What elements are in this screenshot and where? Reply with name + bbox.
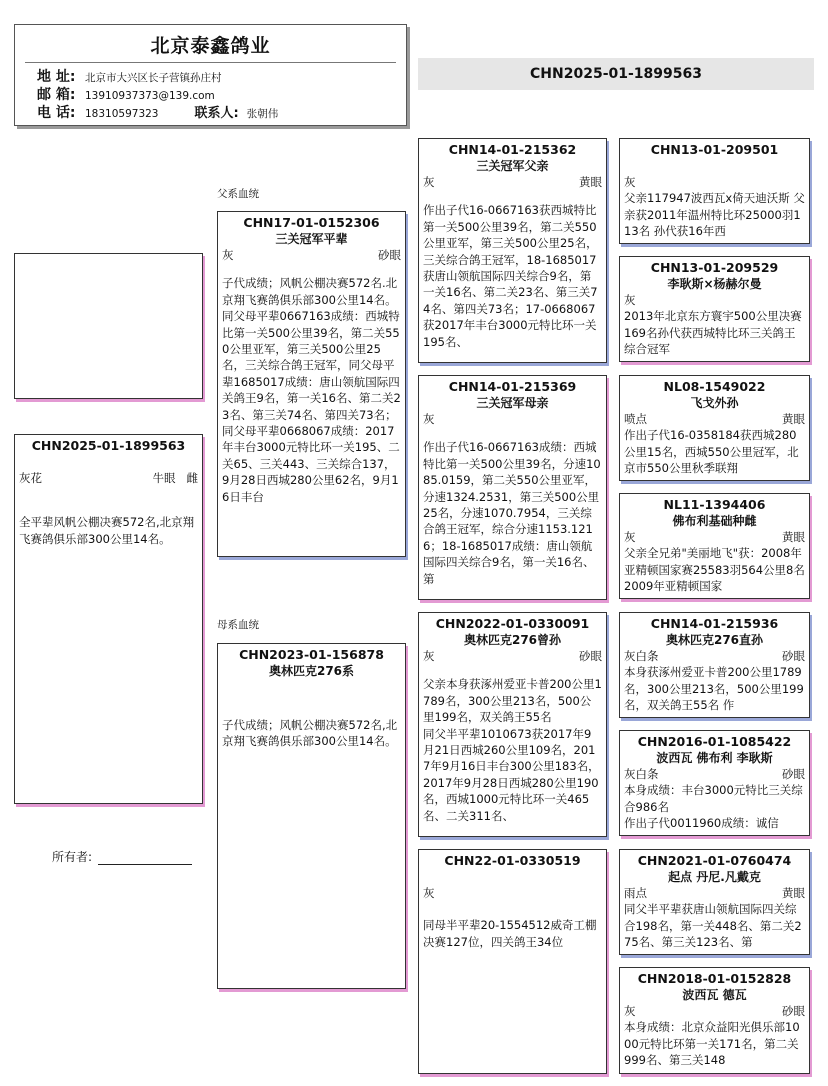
color: 灰 <box>624 175 636 189</box>
email-value: 13910937373@139.com <box>85 90 215 102</box>
ring-number: CHN2025-01-1899563 <box>31 438 186 453</box>
traits-row <box>620 648 809 664</box>
address-row <box>37 70 222 85</box>
notes: 同父半平辈获唐山领航国际四关综合198名，第一关448名、第二关275名、第三关123名、第 <box>624 902 802 950</box>
pigeon-name: 奥林匹克276曾孙 <box>463 633 562 647</box>
ring-number: CHN17-01-0152306 <box>243 215 380 230</box>
eye: 黄眼 <box>782 530 805 544</box>
owner-line <box>52 848 192 865</box>
traits-row <box>218 247 405 263</box>
traits-row <box>419 648 606 664</box>
notes: 作出子代16-0667163成绩：西城特比第一关500公里39名，分速1085.0159，第二关550公里亚军，分速1324.2531，第三关500公里25名，分速1070.7954，三关综合鸽王冠军，综合分速1153.1216；18-1685017成绩：唐山领航国际四关综合9名，第一关16名、第 <box>423 440 601 586</box>
notes: 子代成绩；风帆公棚决赛572名,北京翔飞赛鸽俱乐部300公里14名。 <box>222 718 398 749</box>
paternal-granddam-box <box>418 375 607 600</box>
notes: 父亲全兄弟"美丽地飞"获：2008年亚精顿国家赛25583羽564公里8名2009年亚精顿国家 <box>624 546 805 594</box>
pigeon-name: 李耿斯×杨赫尔曼 <box>667 277 762 291</box>
sex: 雌 <box>186 471 198 485</box>
traits-row <box>620 174 809 190</box>
subject-pigeon-box <box>14 434 203 804</box>
ring-number: CHN2018-01-0152828 <box>637 971 792 986</box>
divider <box>25 62 396 63</box>
great-grandparent-box-4 <box>619 493 810 599</box>
loft-name: 北京泰鑫鸽业 <box>150 35 271 57</box>
notes: 本身成绩：丰台3000元特比三关综合986名 作出子代0011960成绩：诚信 <box>624 783 803 831</box>
color: 灰 <box>423 649 435 663</box>
notes: 父亲本身获涿州爱亚卡普200公里1789名，300公里213名，500公里199名，双关鸽王55名 同父半平辈1010673获2017年9月21日西城260公里109名，2017年9月16日丰台300公里183名，2017年9月28日西城280公里190名，西城1000元特比环一关465名、二关311名、 <box>423 677 602 823</box>
phone-label: 电 话: <box>37 105 76 121</box>
pigeon-photo-frame <box>14 253 203 399</box>
color: 灰花 <box>19 471 42 485</box>
address-value: 北京市大兴区长子营镇孙庄村 <box>85 72 222 84</box>
traits-row <box>620 1003 809 1019</box>
traits-row <box>620 529 809 545</box>
traits-row <box>419 174 606 190</box>
color: 灰 <box>624 1004 636 1018</box>
ring-number: NL08-1549022 <box>663 379 766 394</box>
notes: 本身获涿州爱亚卡普200公里1789名，300公里213名，500公里199名，双关鸽王55名 作 <box>624 665 804 713</box>
pigeon-name: 三关冠军平辈 <box>275 232 348 246</box>
owner-label: 所有者: <box>52 850 93 864</box>
color: 灰 <box>624 293 636 307</box>
maternal-granddam-box <box>418 849 607 1074</box>
email-row <box>37 88 215 103</box>
color: 喷点 <box>624 412 647 426</box>
pigeon-name: 飞戈外孙 <box>690 396 739 410</box>
pigeon-name: 起点 丹尼.凡戴克 <box>668 870 761 884</box>
ring-number: CHN13-01-209501 <box>650 142 779 157</box>
eye: 砂眼 <box>782 649 805 663</box>
notes: 作出子代16-0358184获西城280公里15名，西城550公里冠军，北京市550公里秋季联翔 <box>624 428 799 476</box>
pigeon-name: 奥林匹克276直孙 <box>665 633 764 647</box>
traits-row <box>620 292 809 308</box>
notes: 2013年北京东方寰宇500公里决赛169名孙代获西城特比环三关鸽王综合冠军 <box>624 309 802 357</box>
pigeon-name: 佛布利基础种雌 <box>672 514 757 528</box>
ring-number: CHN2016-01-1085422 <box>637 734 792 749</box>
notes: 本身成绩：北京众益阳光俱乐部1000元特比环第一关171名，第二关999名、第三关148 <box>624 1020 800 1068</box>
traits-row <box>620 766 809 782</box>
contact-value: 张朝伟 <box>246 108 279 120</box>
dam-line-label: 母系血统 <box>217 619 259 631</box>
ring-number: CHN2023-01-156878 <box>239 647 384 662</box>
notes: 子代成绩；风帆公棚决赛572名.北京翔飞赛鸽俱乐部300公里14名。 同父母平辈0667163成绩：西城特比第一关500公里39名，第二关550公里亚军，第三关500公里25名，三关综合鸽王冠军，同父母平辈1685017成绩：唐山领航国际四关鸽王9名，第一关16名、第二关23名、第三关74名、第四关73名；同父母平辈0668067成绩：2017年丰台3000元特比环一关195、二关65、三关443、三关综合137，9月28日西城280公里62名，9月16日丰台 <box>222 276 401 504</box>
traits-row <box>419 411 606 427</box>
great-grandparent-box-5 <box>619 612 810 718</box>
eye: 黄眼 <box>579 175 602 189</box>
loft-info-card <box>14 24 407 126</box>
paternal-grandsire-box <box>418 138 607 363</box>
maternal-grandsire-box <box>418 612 607 837</box>
ring-number: NL11-1394406 <box>663 497 766 512</box>
sire-box <box>217 211 406 557</box>
great-grandparent-box-8 <box>619 967 810 1074</box>
eye: 黄眼 <box>782 412 805 426</box>
eye: 黄眼 <box>782 886 805 900</box>
notes: 全平辈风帆公棚决赛572名,北京翔飞赛鸽俱乐部300公里14名。 <box>19 515 195 546</box>
pigeon-name: 三关冠军父亲 <box>476 159 549 173</box>
pigeon-name: 波西瓦 德瓦 <box>682 988 747 1002</box>
great-grandparent-box-2 <box>619 256 810 362</box>
great-grandparent-box-3 <box>619 375 810 481</box>
traits-row <box>620 885 809 901</box>
eye: 砂眼 <box>378 248 401 262</box>
color: 雨点 <box>624 886 647 900</box>
owner-signature-line <box>98 852 192 865</box>
email-label: 邮 箱: <box>37 87 76 103</box>
traits-row <box>620 411 809 427</box>
color: 灰 <box>624 530 636 544</box>
notes: 同母半平辈20-1554512威奇工棚决赛127位，四关鸽王34位 <box>423 918 597 949</box>
eye: 砂眼 <box>579 649 602 663</box>
ring-number: CHN22-01-0330519 <box>444 853 581 868</box>
color: 灰 <box>423 886 435 900</box>
great-grandparent-box-6 <box>619 730 810 836</box>
color: 灰白条 <box>624 767 659 781</box>
color: 灰 <box>423 175 435 189</box>
notes: 作出子代16-0667163获西城特比第一关500公里39名，第二关550公里亚军，第三关500公里25名，三关综合鸽王冠军，18-1685017获唐山领航国际四关综合9名，第一关16名、第二关23名、第三关74名、第四关73名；17-0668067获2017年丰台3000元特比环一关195名、 <box>423 203 598 349</box>
contact-label: 联系人: <box>194 106 239 121</box>
traits-row <box>15 470 202 486</box>
dam-box <box>217 643 406 989</box>
ring-number: CHN2021-01-0760474 <box>637 853 792 868</box>
notes: 父亲117947波西瓦x倚天迪沃斯 父亲获2011年温州特比环25000羽113名 孙代获16年西 <box>624 191 805 239</box>
phone-value: 18310597323 <box>85 108 159 120</box>
pigeon-name: 三关冠军母亲 <box>476 396 549 410</box>
color: 灰 <box>222 248 234 262</box>
phone-row <box>37 106 278 121</box>
pigeon-name: 奥林匹克276系 <box>268 664 355 678</box>
ring-number: CHN14-01-215362 <box>448 142 577 157</box>
color: 灰 <box>423 412 435 426</box>
great-grandparent-box-1 <box>619 138 810 244</box>
ring-number: CHN2022-01-0330091 <box>435 616 590 631</box>
eye: 牛眼 <box>152 471 176 485</box>
ring-number: CHN13-01-209529 <box>650 260 779 275</box>
eye: 砂眼 <box>782 767 805 781</box>
color: 灰白条 <box>624 649 659 663</box>
top-ring-banner: CHN2025-01-1899563 <box>418 58 814 90</box>
ring-number: CHN14-01-215369 <box>448 379 577 394</box>
eye: 砂眼 <box>782 1004 805 1018</box>
sire-line-label: 父系血统 <box>217 188 259 200</box>
address-label: 地 址: <box>37 69 76 85</box>
great-grandparent-box-7 <box>619 849 810 955</box>
ring-number: CHN14-01-215936 <box>650 616 779 631</box>
traits-row <box>419 885 606 901</box>
pigeon-name: 波西瓦 佛布利 李耿斯 <box>656 751 773 765</box>
